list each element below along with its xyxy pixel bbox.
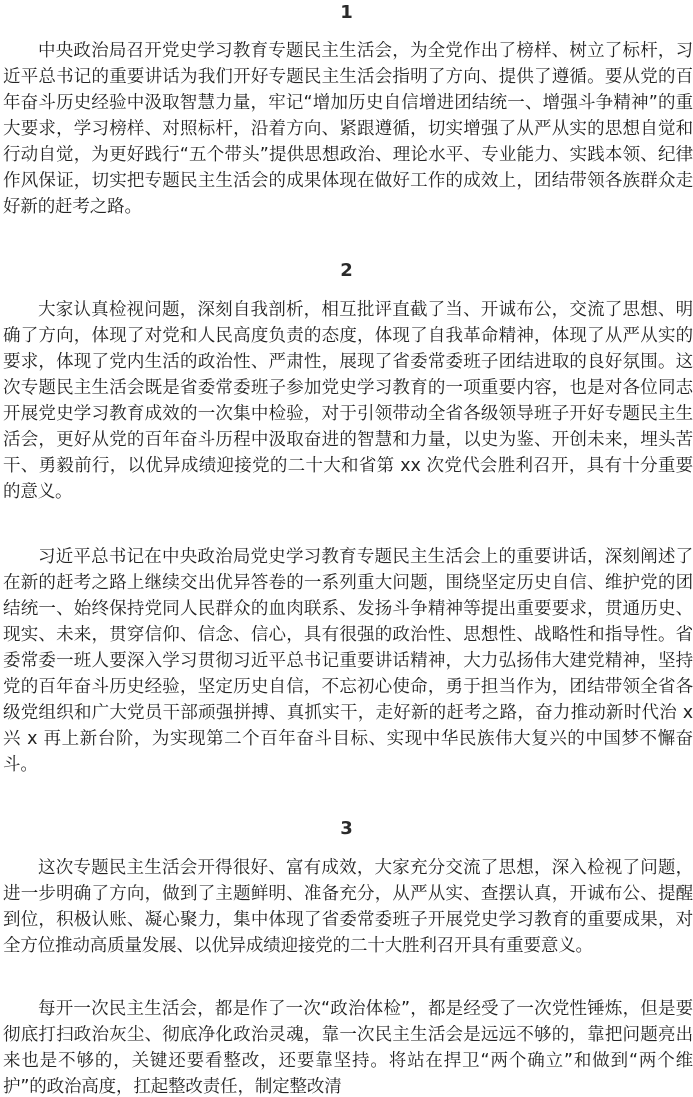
section-number-2: 2: [340, 260, 353, 281]
section-2-paragraph-2: 习近平总书记在中央政治局党史学习教育专题民主生活会上的重要讲话，深刻阐述了在新的赶考之路上继续交出优异答卷的一系列重大问题，围绕坚定历史自信、维护党的团结统一、始终保持党同人民群众的血肉联系、发扬斗争精神等提出重要要求，贯通历史、现实、未来，贯穿信仰、信念、信心，具有很强的政治性、思想性、战略性和指导性。省委常委一班人要深入学习贯彻习近平总书记重要讲话精神，大力弘扬伟大建党精神，坚持党的百年奋斗历史经验，坚定历史自信，不忘初心使命，勇于担当作为，团结带领全省各级党组织和广大党员干部顽强拼搏、真抓实干，走好新的赶考之路，奋力推动新时代治 x 兴 x 再上新台阶，为实现第二个百年奋斗目标、实现中华民族伟大复兴的中国梦不懈奋斗。: [3, 547, 693, 775]
section-number-3: 3: [340, 818, 353, 839]
section-3-paragraph-1: 这次专题民主生活会开得很好、富有成效，大家充分交流了思想，深入检视了问题，进一步明确了方向，做到了主题鲜明、准备充分，从严从实、查摆认真，开诚布公、提醒到位，积极认账、凝心聚力，集中体现了省委常委班子开展党史学习教育的重要成果，对全方位推动高质量发展、以优异成绩迎接党的二十大胜利召开具有重要意义。: [3, 858, 693, 956]
section-number-1: 1: [340, 2, 353, 23]
section-3-paragraph-2: 每开一次民主生活会，都是作了一次“政治体检”，都是经受了一次党性锤炼，但是要彻底打扫政治灰尘、彻底净化政治灵魂，靠一次民主生活会是远远不够的，靠把问题亮出来也是不够的，关键还要看整改，还要靠坚持。将站在捍卫“两个确立”和做到“两个维护”的政治高度，扛起整改责任，制定整改清: [3, 999, 693, 1097]
section-2-paragraph-1: 大家认真检视问题，深刻自我剖析，相互批评直截了当、开诚布公，交流了思想、明确了方向，体现了对党和人民高度负责的态度，体现了自我革命精神，体现了从严从实的要求，体现了党内生活的政治性、严肃性，展现了省委常委班子团结进取的良好氛围。这次专题民主生活会既是省委常委班子参加党史学习教育的一项重要内容，也是对各位同志开展党史学习教育成效的一次集中检验，对于引领带动全省各级领导班子开好专题民主生活会，更好从党的百年奋斗历程中汲取奋进的智慧和力量，以史为鉴、开创未来，埋头苦干、勇毅前行，以优异成绩迎接党的二十大和省第 xx 次党代会胜利召开，具有十分重要的意义。: [3, 300, 693, 502]
section-1-paragraph-1: 中央政治局召开党史学习教育专题民主生活会，为全党作出了榜样、树立了标杆，习近平总书记的重要讲话为我们开好专题民主生活会指明了方向、提供了遵循。要从党的百年奋斗历史经验中汲取智慧力量，牢记“增加历史自信增进团结统一、增强斗争精神”的重大要求，学习榜样、对照标杆，沿着方向、紧跟遵循，切实增强了从严从实的思想自觉和行动自觉，为更好践行“五个带头”提供思想政治、理论水平、专业能力、实践本领、纪律作风保证，切实把专题民主生活会的成果体现在做好工作的成效上，团结带领各族群众走好新的赶考之路。: [3, 41, 693, 217]
